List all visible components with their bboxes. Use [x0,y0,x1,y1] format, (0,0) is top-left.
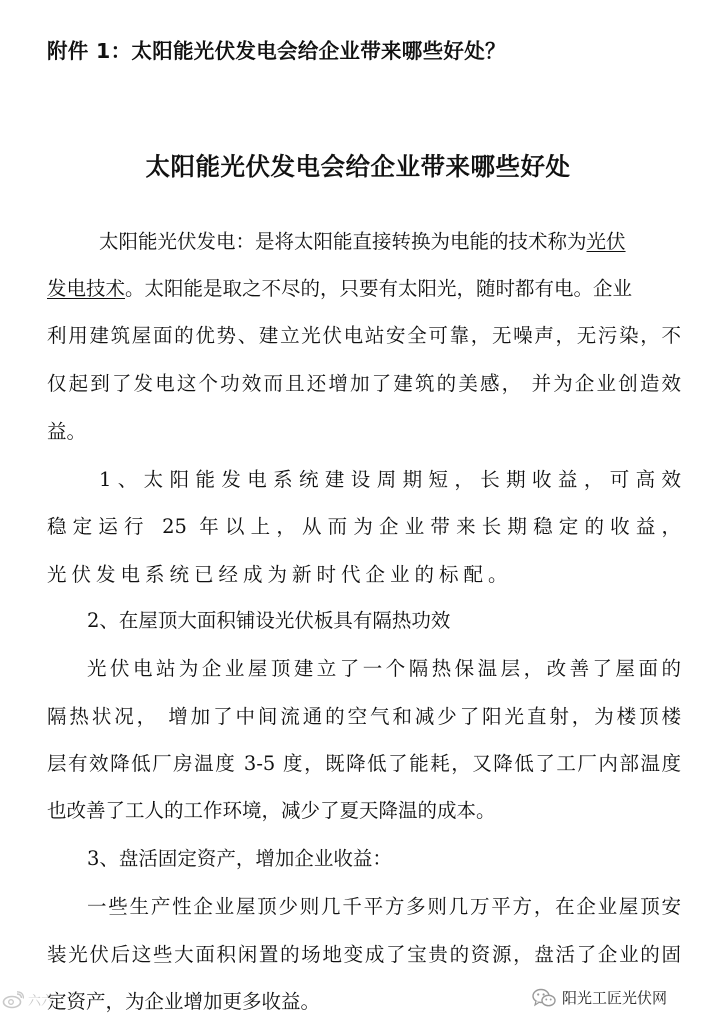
main-title: 太阳能光伏发电会给企业带来哪些好处 [145,152,571,181]
point2-heading: 2、在屋顶大面积铺设光伏板具有隔热功效 [87,609,451,632]
intro-line-1 [99,228,626,256]
point2-line-1: 光伏电站为企业屋顶建立了一个隔热保温层，改善了屋面的 [87,657,681,680]
wechat-icon [532,988,556,1008]
point3-heading: 3、盘活固定资产，增加企业收益： [87,847,392,870]
point3-line-3: 定资产，为企业增加更多收益。 [47,990,321,1013]
point2-line-2: 隔热状况， 增加了中间流通的空气和减少了阳光直射，为楼顶楼 [47,705,681,728]
point3-line-1: 一些生产性企业屋顶少则几千平方多则几万平方，在企业屋顶安 [87,895,681,918]
weibo-icon [2,991,24,1009]
pv-tech-link-part-1[interactable]: 光伏 [586,230,626,253]
intro-line-2 [47,275,632,303]
wechat-watermark [532,987,667,1008]
point3-line-2: 装光伏后这些大面积闲置的场地变成了宝贵的资源，盘活了企业的固 [47,943,681,966]
pv-tech-link-part-2[interactable]: 发电技术 [47,277,126,300]
point2-line-4: 也改善了工人的工作环境，减少了夏天降温的成本。 [47,799,496,822]
intro-line-4: 仅起到了发电这个功效而且还增加了建筑的美感， 并为企业创造效 [47,372,681,395]
wechat-account-name: 阳光工匠光伏网 [562,989,668,1007]
intro-line-5: 益。 [47,420,87,443]
intro-line-2-text: 。太阳能是取之不尽的，只要有太阳光，随时都有电。企业 [125,277,633,300]
attachment-title: 附件 1：太阳能光伏发电会给企业带来哪些好处？ [47,39,506,63]
point1-line-3: 光伏发电系统已经成为新时代企业的标配。 [47,563,513,586]
point2-line-3: 层有效降低厂房温度 3-5 度，既降低了能耗，又降低了工厂内部温度 [47,752,681,775]
point1-line-1: 1、太阳能发电系统建设周期短，长期收益，可高效 [99,468,681,491]
weibo-watermark-text: 六六 [28,994,55,1009]
weibo-watermark [2,990,54,1009]
intro-line-3: 利用建筑屋面的优势、建立光伏电站安全可靠，无噪声，无污染，不 [47,324,681,347]
intro-line-1-text: 太阳能光伏发电：是将太阳能直接转换为电能的技术称为 [99,230,587,253]
point1-line-2: 稳定运行 25 年以上，从而为企业带来长期稳定的收益， [47,515,681,538]
